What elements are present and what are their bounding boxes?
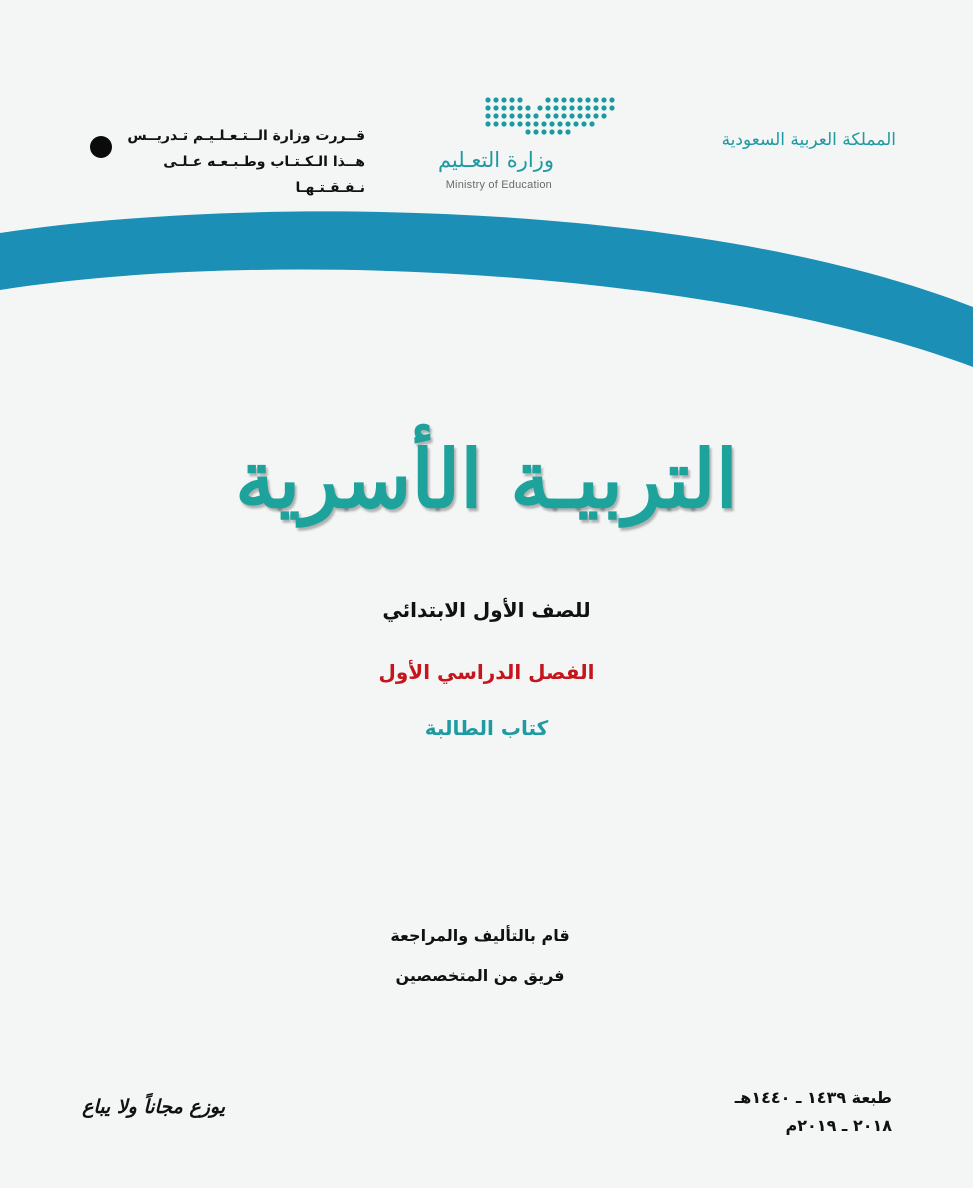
logo-dot bbox=[601, 97, 606, 102]
ministry-name-english: Ministry of Education bbox=[445, 179, 552, 191]
approval-line-2: هــذا الـكـتـاب وطـبـعـه عـلـى نـفـقـتـهـا bbox=[163, 154, 365, 196]
logo-dot bbox=[553, 97, 558, 102]
logo-dot bbox=[517, 97, 522, 102]
logo-dot bbox=[545, 97, 550, 102]
logo-dot bbox=[537, 105, 542, 110]
logo-dot bbox=[585, 113, 590, 118]
credits-line-2: فريق من المتخصصين bbox=[395, 966, 565, 985]
edition-hijri: طبعة ١٤٣٩ ـ ١٤٤٠هـ bbox=[734, 1088, 892, 1107]
logo-dot bbox=[601, 113, 606, 118]
logo-dot bbox=[509, 105, 514, 110]
logo-dot bbox=[533, 129, 538, 134]
logo-dot bbox=[525, 105, 530, 110]
logo-dot bbox=[593, 97, 598, 102]
logo-dot bbox=[593, 113, 598, 118]
ministry-name-arabic: وزارة التعـليم bbox=[437, 148, 554, 172]
logo-dot bbox=[569, 105, 574, 110]
logo-dot bbox=[501, 121, 506, 126]
logo-dot bbox=[485, 121, 490, 126]
logo-dot bbox=[549, 129, 554, 134]
book-title: التربيـة الأسرية bbox=[235, 432, 738, 526]
logo-dot bbox=[561, 113, 566, 118]
logo-dot bbox=[517, 121, 522, 126]
authorship-credits bbox=[360, 916, 600, 996]
logo-dot bbox=[485, 97, 490, 102]
logo-dot bbox=[581, 121, 586, 126]
logo-dot bbox=[545, 113, 550, 118]
logo-dot bbox=[549, 121, 554, 126]
logo-dot bbox=[509, 97, 514, 102]
logo-dot bbox=[493, 113, 498, 118]
approval-statement bbox=[120, 123, 365, 201]
logo-dot bbox=[533, 121, 538, 126]
logo-dot bbox=[485, 113, 490, 118]
logo-dot bbox=[561, 105, 566, 110]
logo-dot bbox=[601, 105, 606, 110]
logo-dot bbox=[565, 121, 570, 126]
edition-gregorian: ٢٠١٨ ـ ٢٠١٩م bbox=[785, 1116, 892, 1135]
logo-dot bbox=[493, 97, 498, 102]
kingdom-name: المملكة العربية السعودية bbox=[721, 130, 896, 150]
book-type-label: كتاب الطالبة bbox=[424, 716, 549, 740]
free-distribution-note: يوزع مجاناً ولا يباع bbox=[82, 1096, 225, 1118]
approval-line-1: قــررت وزارة الــتـعـلـيـم تـدريــس bbox=[127, 128, 365, 144]
logo-dot bbox=[545, 105, 550, 110]
edition-info bbox=[680, 1084, 892, 1140]
credits-line-1: قام بالتأليف والمراجعة bbox=[390, 926, 570, 945]
logo-dot bbox=[517, 113, 522, 118]
logo-dot bbox=[585, 97, 590, 102]
logo-dot bbox=[501, 113, 506, 118]
logo-dot bbox=[569, 113, 574, 118]
logo-dot bbox=[561, 97, 566, 102]
logo-dot bbox=[541, 129, 546, 134]
logo-dot bbox=[541, 121, 546, 126]
logo-dot bbox=[509, 113, 514, 118]
logo-dot bbox=[533, 113, 538, 118]
logo-dot bbox=[557, 121, 562, 126]
logo-dot bbox=[593, 105, 598, 110]
logo-dot bbox=[569, 97, 574, 102]
logo-dot bbox=[585, 105, 590, 110]
logo-dot bbox=[609, 105, 614, 110]
decorative-arc-band bbox=[0, 195, 973, 375]
logo-dot bbox=[577, 113, 582, 118]
logo-dot bbox=[501, 97, 506, 102]
bullet-dot-icon bbox=[90, 136, 112, 158]
logo-dot bbox=[493, 105, 498, 110]
logo-dot bbox=[509, 121, 514, 126]
logo-dot bbox=[577, 97, 582, 102]
logo-dot bbox=[573, 121, 578, 126]
logo-dot bbox=[577, 105, 582, 110]
logo-dot bbox=[589, 121, 594, 126]
logo-dot bbox=[553, 113, 558, 118]
logo-dot bbox=[525, 121, 530, 126]
logo-dot bbox=[501, 105, 506, 110]
logo-dot bbox=[553, 105, 558, 110]
logo-dot bbox=[609, 97, 614, 102]
logo-dot bbox=[517, 105, 522, 110]
logo-dot bbox=[565, 129, 570, 134]
logo-dot bbox=[485, 105, 490, 110]
logo-dot bbox=[493, 121, 498, 126]
grade-level: للصف الأول الابتدائي bbox=[382, 598, 591, 622]
semester-label: الفصل الدراسي الأول bbox=[378, 660, 595, 684]
logo-dot bbox=[525, 113, 530, 118]
logo-dot bbox=[557, 129, 562, 134]
logo-dot bbox=[525, 129, 530, 134]
